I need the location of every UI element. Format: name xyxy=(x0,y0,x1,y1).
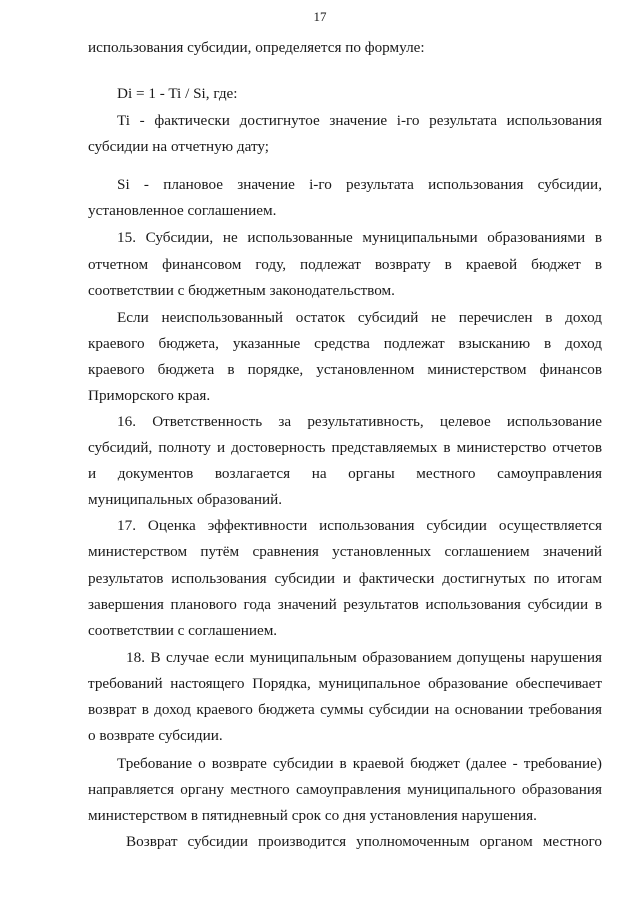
text-line: Ti - фактически достигнутое значение i-го результата использования xyxy=(117,112,602,129)
text-line: и документов возлагается на органы местного самоуправления xyxy=(88,465,602,482)
text-line: установленное соглашением. xyxy=(88,202,277,219)
paragraph-15-line: 15. Субсидии, не использованные муниципальными образованиями в xyxy=(117,229,602,246)
text-line: Приморского края. xyxy=(88,387,211,404)
text-line: требований настоящего Порядка, муниципальное образование обеспечивает xyxy=(88,675,602,692)
text-line: соответствии с соглашением. xyxy=(88,622,278,639)
text-line: Если неиспользованный остаток субсидий не перечислен в доход xyxy=(117,309,602,326)
text-line: соответствии с бюджетным законодательством. xyxy=(88,282,395,299)
formula-line: Di = 1 - Ti / Si, где: xyxy=(117,85,238,102)
text-line: завершения планового года значений результатов использования субсидии в xyxy=(88,596,602,613)
text-line: министерством в пятидневный срок со дня установления нарушения. xyxy=(88,807,537,824)
text-line: Возврат субсидии производится уполномоченным органом местного xyxy=(126,833,602,850)
text-line: Требование о возврате субсидии в краевой бюджет (далее - требование) xyxy=(117,755,602,772)
text-line: отчетном финансовом году, подлежат возврату в краевой бюджет в xyxy=(88,256,602,273)
text-line: муниципальных образований. xyxy=(88,491,282,508)
paragraph-18-line: 18. В случае если муниципальным образованием допущены нарушения xyxy=(126,649,602,666)
text-line: использования субсидии, определяется по формуле: xyxy=(88,39,425,56)
paragraph-16-line: 16. Ответственность за результативность, целевое использование xyxy=(117,413,602,430)
text-line: субсидий, полноту и достоверность представляемых в министерство отчетов xyxy=(88,439,602,456)
text-line: возврат в доход краевого бюджета суммы субсидии на основании требования xyxy=(88,701,602,718)
text-line: краевого бюджета в порядке, установленном министерством финансов xyxy=(88,361,602,378)
text-line: Si - плановое значение i-го результата использования субсидии, xyxy=(117,176,602,193)
text-line: о возврате субсидии. xyxy=(88,727,223,744)
text-line: результатов использования субсидии и фактически достигнутых по итогам xyxy=(88,570,602,587)
paragraph-17-line: 17. Оценка эффективности использования субсидии осуществляется xyxy=(117,517,602,534)
text-line: субсидии на отчетную дату; xyxy=(88,138,270,155)
text-line: краевого бюджета, указанные средства подлежат взысканию в доход xyxy=(88,335,602,352)
text-line: министерством путём сравнения установленных соглашением значений xyxy=(88,543,602,560)
page-number: 17 xyxy=(313,9,327,24)
text-line: направляется органу местного самоуправления муниципального образования xyxy=(88,781,602,798)
